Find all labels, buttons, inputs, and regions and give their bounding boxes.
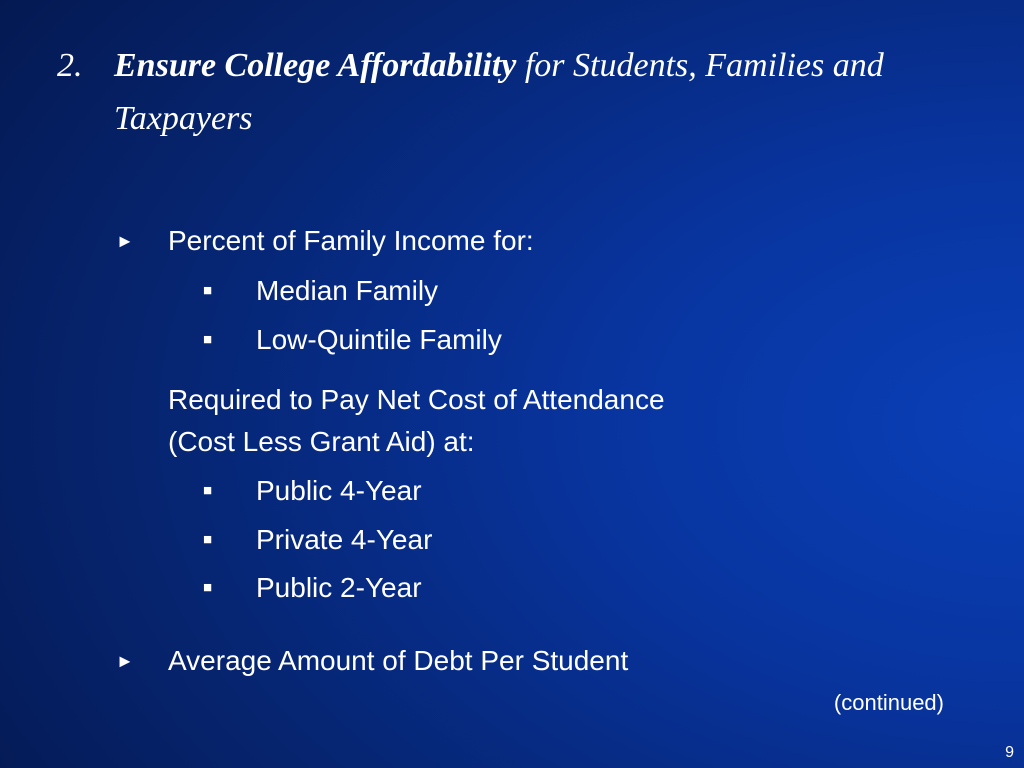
- paragraph-line-2: (Cost Less Grant Aid) at:: [168, 426, 475, 457]
- arrow-bullet-icon: ►: [116, 651, 134, 671]
- square-bullet-icon: ■: [203, 531, 213, 548]
- bullet-percent-family-income: Percent of Family Income for:: [168, 225, 534, 256]
- sub-bullet-median-family: Median Family: [256, 275, 439, 306]
- square-bullet-icon: ■: [203, 482, 213, 499]
- sub-bullet-private-4-year: Private 4-Year: [256, 524, 433, 555]
- square-bullet-icon: ■: [203, 331, 213, 348]
- page-number: 9: [1005, 744, 1014, 761]
- sub-bullet-public-2-year: Public 2-Year: [256, 572, 422, 603]
- title-number: 2.: [57, 47, 83, 84]
- sub-bullet-low-quintile-family: Low-Quintile Family: [256, 324, 502, 355]
- slide-title: [57, 40, 977, 145]
- continued-label: (continued): [833, 690, 944, 715]
- title-bold: Ensure College Affordability: [114, 47, 517, 84]
- paragraph-line-1: Required to Pay Net Cost of Attendance: [168, 384, 665, 415]
- sub-bullet-public-4-year: Public 4-Year: [256, 475, 422, 506]
- bullet-average-debt: Average Amount of Debt Per Student: [168, 645, 629, 676]
- title-rest: for Students, Families and Taxpayers: [114, 47, 884, 137]
- arrow-bullet-icon: ►: [116, 231, 134, 251]
- square-bullet-icon: ■: [203, 282, 213, 299]
- title-text: [114, 40, 977, 145]
- square-bullet-icon: ■: [203, 579, 213, 596]
